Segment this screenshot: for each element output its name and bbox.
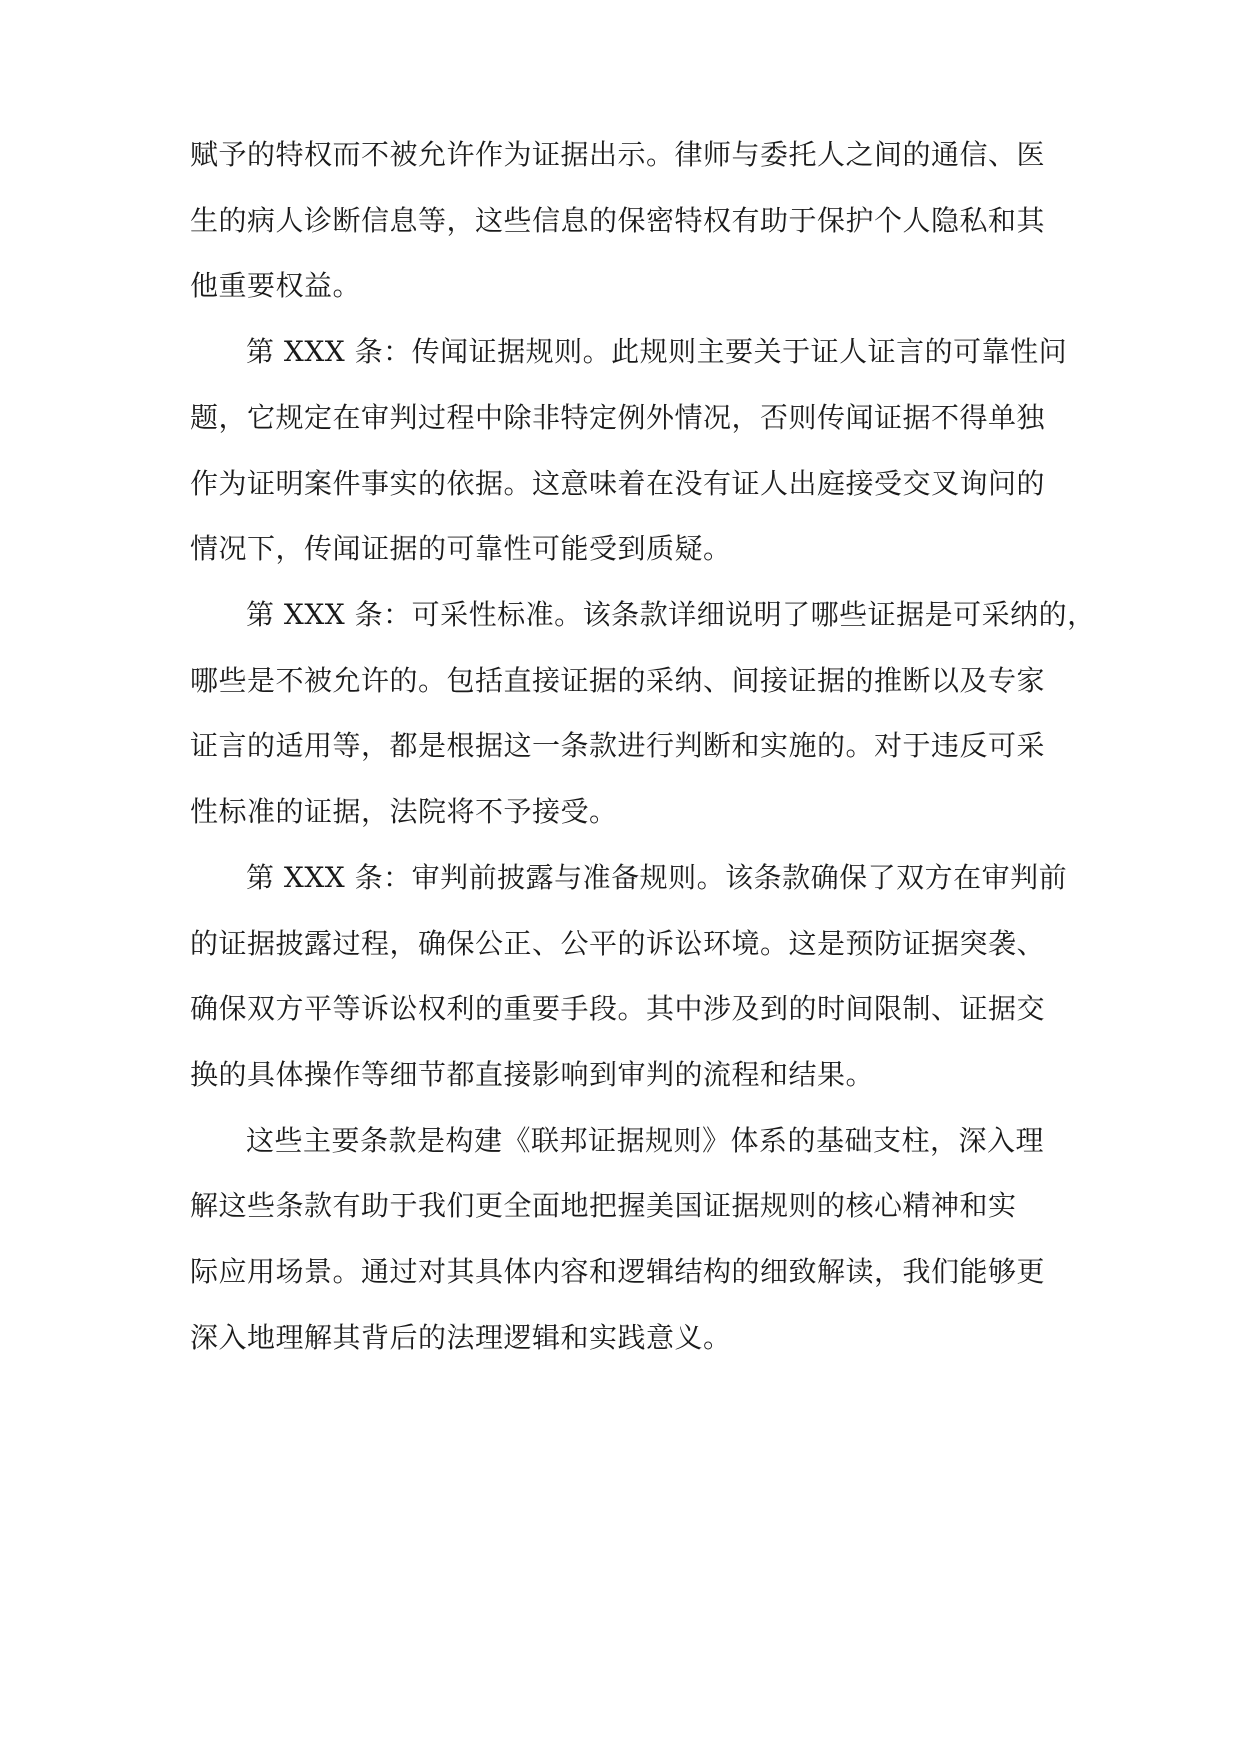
text-line: 赋予的特权而不被允许作为证据出示。律师与委托人之间的通信、医 bbox=[190, 138, 1046, 171]
text-line: 生的病人诊断信息等，这些信息的保密特权有助于保护个人隐私和其 bbox=[190, 204, 1046, 237]
text-line: 情况下，传闻证据的可靠性可能受到质疑。 bbox=[190, 532, 732, 565]
text-line: 哪些是不被允许的。包括直接证据的采纳、间接证据的推断以及专家 bbox=[190, 664, 1046, 697]
text-line: 解这些条款有助于我们更全面地把握美国证据规则的核心精神和实 bbox=[190, 1189, 1017, 1222]
text-line: 确保双方平等诉讼权利的重要手段。其中涉及到的时间限制、证据交 bbox=[190, 992, 1046, 1025]
text-line: 第 XXX 条：可采性标准。该条款详细说明了哪些证据是可采纳的， bbox=[246, 598, 1096, 631]
text-line: 换的具体操作等细节都直接影响到审判的流程和结果。 bbox=[190, 1058, 875, 1091]
text-line: 第 XXX 条：审判前披露与准备规则。该条款确保了双方在审判前 bbox=[246, 861, 1068, 894]
text-line: 的证据披露过程，确保公正、公平的诉讼环境。这是预防证据突袭、 bbox=[190, 927, 1046, 960]
text-line: 深入地理解其背后的法理逻辑和实践意义。 bbox=[190, 1321, 732, 1354]
text-line: 际应用场景。通过对其具体内容和逻辑结构的细致解读，我们能够更 bbox=[190, 1255, 1046, 1288]
text-line: 题，它规定在审判过程中除非特定例外情况，否则传闻证据不得单独 bbox=[190, 401, 1046, 434]
text-line: 这些主要条款是构建《联邦证据规则》体系的基础支柱，深入理 bbox=[246, 1124, 1045, 1157]
text-line: 作为证明案件事实的依据。这意味着在没有证人出庭接受交叉询问的 bbox=[190, 467, 1046, 500]
text-line: 性标准的证据，法院将不予接受。 bbox=[190, 795, 618, 828]
text-line: 他重要权益。 bbox=[190, 269, 362, 302]
text-line: 第 XXX 条：传闻证据规则。此规则主要关于证人证言的可靠性问 bbox=[246, 335, 1068, 368]
text-line: 证言的适用等，都是根据这一条款进行判断和实施的。对于违反可采 bbox=[190, 729, 1046, 762]
